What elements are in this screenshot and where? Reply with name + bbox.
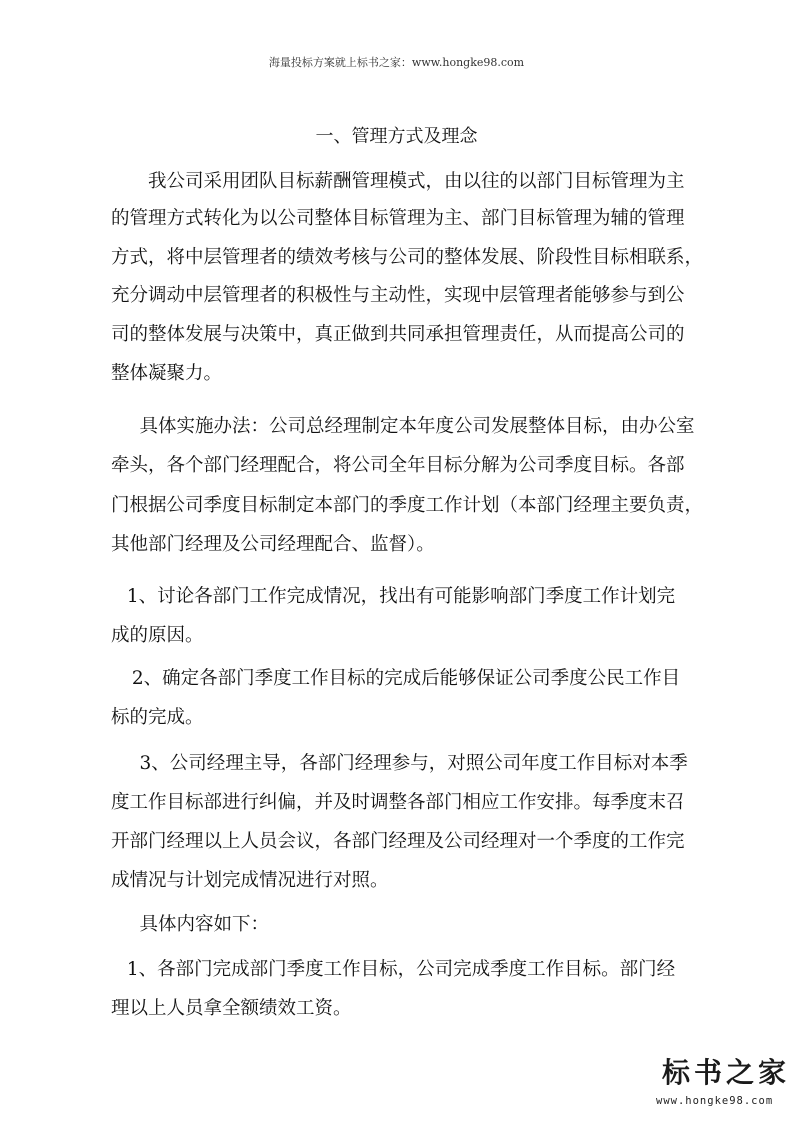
body-line: 司的整体发展与决策中，真正做到共同承担管理责任，从而提高公司的 <box>111 324 685 345</box>
body-line: 充分调动中层管理者的积极性与主动性，实现中层管理者能够参与到公 <box>111 285 685 306</box>
page-header-text: 海量投标方案就上标书之家：www.hongke98.com <box>268 56 525 69</box>
body-line: 牵头，各个部门经理配合，将公司全年目标分解为公司季度目标。各部 <box>111 455 685 476</box>
body-line: 开部门经理以上人员会议，各部门经理及公司经理对一个季度的工作完 <box>111 831 685 852</box>
body-line: 整体凝聚力。 <box>111 363 223 384</box>
body-line: 具体实施办法：公司总经理制定本年度公司发展整体目标，由办公室 <box>121 416 695 437</box>
logo-url: www.hongke98.com <box>656 1095 774 1107</box>
body-line: 成情况与计划完成情况进行对照。 <box>111 870 389 891</box>
document-title: 一、管理方式及理念 <box>315 126 478 147</box>
body-line: 具体内容如下： <box>121 914 270 935</box>
body-line: 其他部门经理及公司经理配合、监督）。 <box>111 534 435 555</box>
logo-text: 标书之家 <box>662 1056 791 1089</box>
body-line: 1、讨论各部门工作完成情况，找出有可能影响部门季度工作计划完 <box>121 586 676 607</box>
body-line: 成的原因。 <box>111 625 204 646</box>
body-line: 3、公司经理主导，各部门经理参与，对照公司年度工作目标对本季 <box>121 753 688 774</box>
body-line: 方式，将中层管理者的绩效考核与公司的整体发展、阶段性目标相联系， <box>111 247 704 268</box>
body-line: 度工作目标部进行纠偏，并及时调整各部门相应工作安排。每季度末召 <box>111 792 685 813</box>
body-line: 门根据公司季度目标制定本部门的季度工作计划（本部门经理主要负责， <box>111 495 704 516</box>
body-line: 标的完成。 <box>111 707 204 728</box>
body-line: 理以上人员拿全额绩效工资。 <box>111 998 352 1019</box>
body-line: 的管理方式转化为以公司整体目标管理为主、部门目标管理为辅的管理 <box>111 208 685 229</box>
site-logo <box>656 1056 791 1112</box>
body-line: 我公司采用团队目标薪酬管理模式，由以往的以部门目标管理为主 <box>111 171 685 192</box>
body-line: 1、各部门完成部门季度工作目标，公司完成季度工作目标。部门经 <box>121 959 676 980</box>
body-line: 2、确定各部门季度工作目标的完成后能够保证公司季度公民工作目 <box>126 668 681 689</box>
